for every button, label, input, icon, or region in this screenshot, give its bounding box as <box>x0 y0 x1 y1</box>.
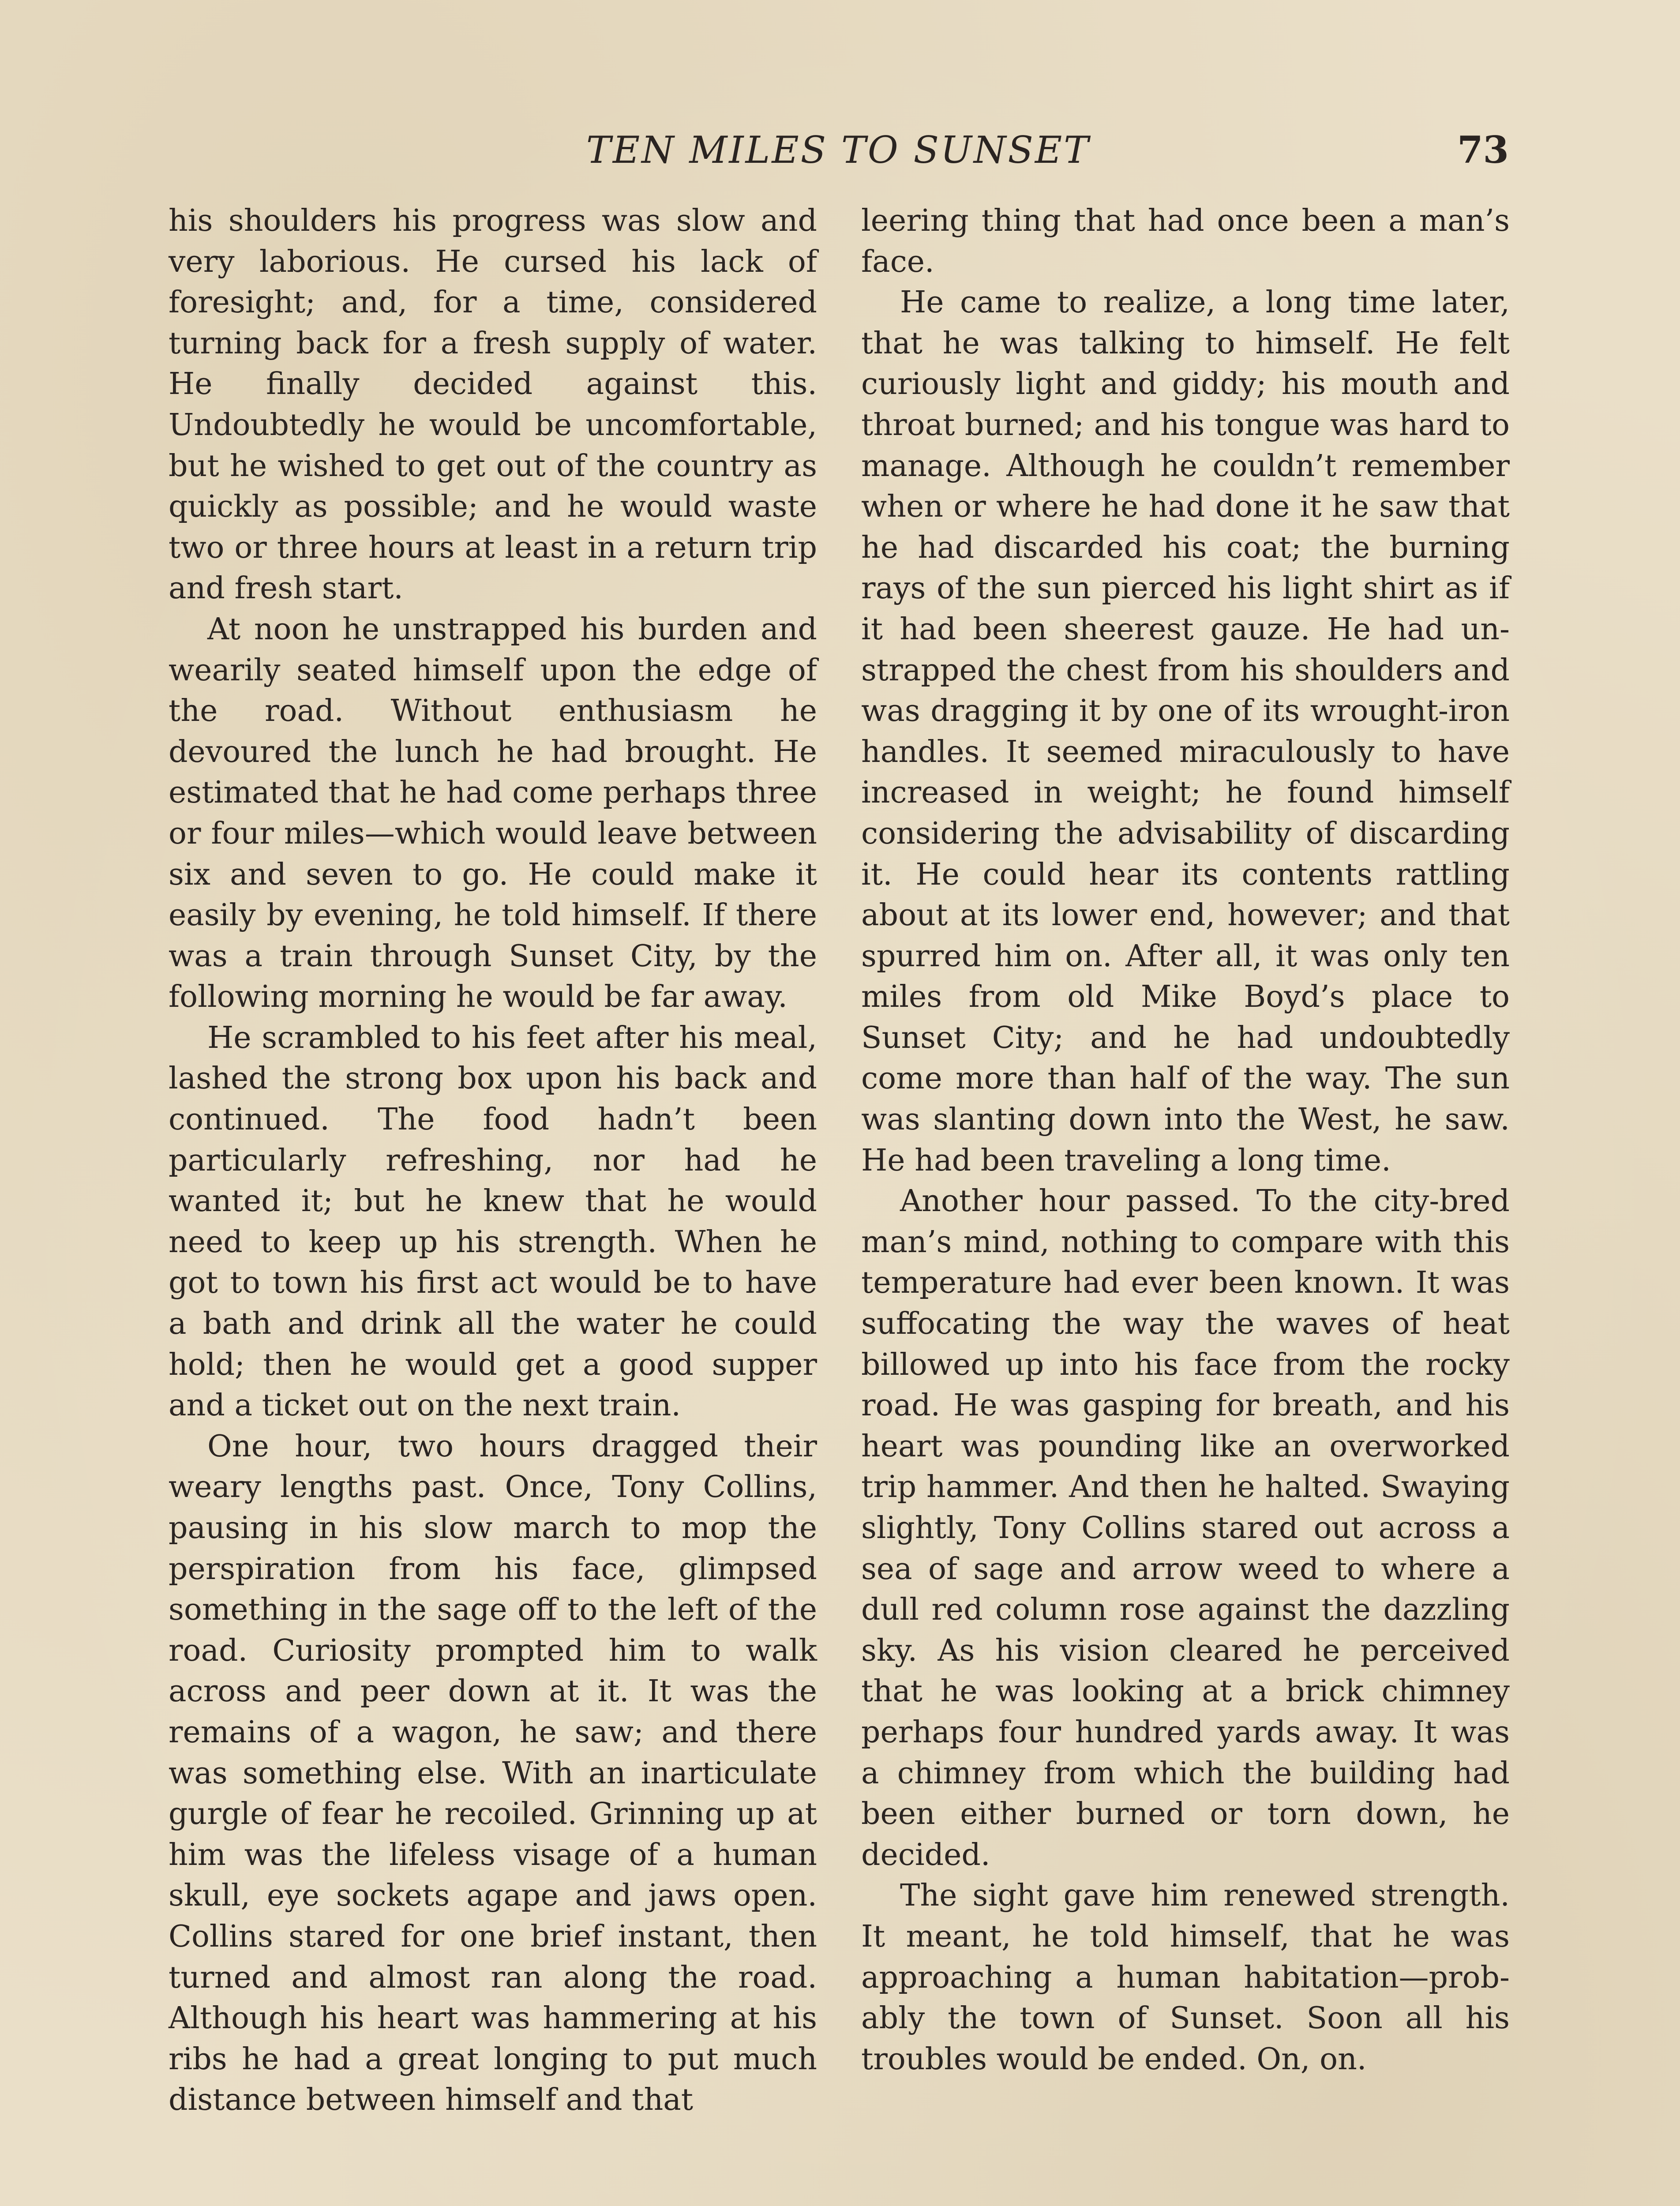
paragraph: He scrambled to his feet after his meal, lashed the strong box upon his back and continued. The food hadn’t been particularly refreshing, nor had he wanted it; but he knew that he would need to keep up his strength. When he got to town his first act would be to have a bath and drink all the water he could hold; then he would get a good supper and a ticket out on the next train. <box>169 1020 817 1423</box>
paragraph: leering thing that had once been a man’s face. <box>861 203 1510 279</box>
paragraph: At noon he unstrapped his burden and wearily seated himself upon the edge of the road. Without enthusiasm he devoured the lunch he had brought. He estimated that he had come perhaps three or four miles—which would leave between six and seven to go. He could make it easily by evening, he told himself. If there was a train through Sunset City, by the following morning he would be far away. <box>169 612 817 1015</box>
running-title: TEN MILES TO SUNSET <box>586 128 1091 172</box>
page-number: 73 <box>1457 128 1509 172</box>
right-column <box>861 201 1510 2080</box>
paragraph: He came to realize, a long time later, that he was talking to himself. He felt curiously light and giddy; his mouth and throat burned; and his tongue was hard to manage. Although he couldn’t remember when or where he had done it he saw that he had discarded his coat; the burning rays of the sun pierced his light shirt as if it had been sheerest gauze. He had unstrapped the chest from his shoulders and was dragging it by one of its wrought-iron handles. It seemed miraculously to have increased in weight; he found himself considering the advisability of discarding it. He could hear its contents rattling about at its lower end, however; and that spurred him on. After all, it was only ten miles from old Mike Boyd’s place to Sunset City; and he had undoubtedly come more than half of the way. The sun was slanting down into the West, he saw. He had been traveling a long time. <box>861 285 1510 1178</box>
paragraph: The sight gave him renewed strength. It meant, he told himself, that he was approaching a human habitation—probably the town of Sunset. Soon all his troubles would be ended. On, on. <box>861 1878 1510 2077</box>
paragraph: Another hour passed. To the city-bred man’s mind, nothing to compare with this temperature had ever been known. It was suffocating the way the waves of heat billowed up into his face from the rocky road. He was gasping for breath, and his heart was pounding like an overworked trip hammer. And then he halted. Swaying slightly, Tony Collins stared out across a sea of sage and arrow weed to where a dull red column rose against the dazzling sky. As his vision cleared he perceived that he was looking at a brick chimney perhaps four hundred yards away. It was a chimney from which the building had been either burned or torn down, he decided. <box>861 1184 1510 1872</box>
left-column <box>169 201 817 2121</box>
paragraph: One hour, two hours dragged their weary lengths past. Once, Tony Collins, pausing in his slow march to mop the perspiration from his face, glimpsed something in the sage off to the left of the road. Curiosity prompted him to walk across and peer down at it. It was the remains of a wagon, he saw; and there was something else. With an inarticulate gurgle of fear he recoiled. Grinning up at him was the lifeless visage of a human skull, eye sockets agape and jaws open. Collins stared for one brief instant, then turned and almost ran along the road. Although his heart was hammering at his ribs he had a great longing to put much distance between himself and that <box>169 1429 817 2118</box>
running-header <box>168 119 1509 181</box>
paragraph: his shoulders his progress was slow and very laborious. He cursed his lack of foresight; and, for a time, considered turning back for a fresh supply of water. He finally decided against this. Undoubtedly he would be uncomfortable, but he wished to get out of the country as quickly as possible; and he would waste two or three hours at least in a return trip and fresh start. <box>169 203 817 606</box>
